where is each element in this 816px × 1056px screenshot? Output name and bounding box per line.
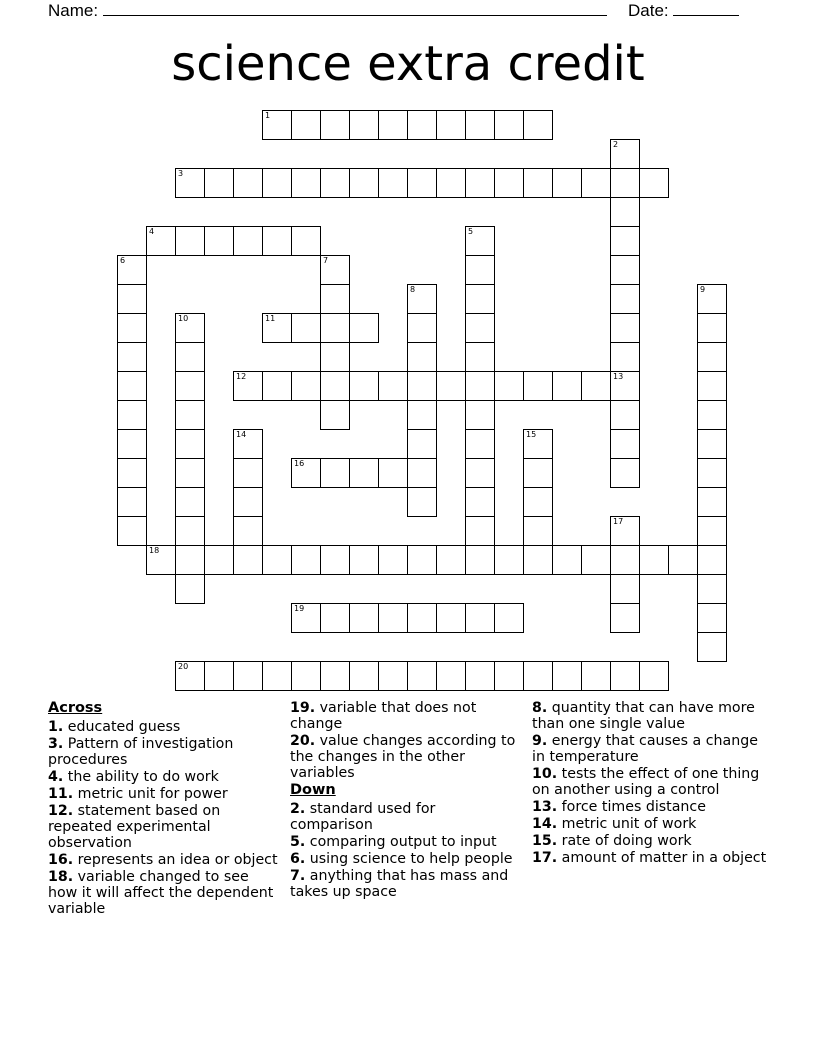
clue-number-label: 11. <box>48 786 74 802</box>
clue-text: metric unit of work <box>557 816 697 832</box>
down-clue <box>532 766 772 798</box>
date-field[interactable] <box>628 0 739 21</box>
grid-cell[interactable] <box>610 342 640 372</box>
grid-cell[interactable] <box>349 458 379 488</box>
grid-cell[interactable] <box>436 603 466 633</box>
grid-cell[interactable] <box>610 313 640 343</box>
grid-cell[interactable] <box>320 255 350 285</box>
clue-text: standard used for comparison <box>290 801 436 833</box>
grid-cell[interactable] <box>407 545 437 575</box>
clue-number-label: 8. <box>532 700 548 716</box>
grid-cell[interactable] <box>465 371 495 401</box>
clue-text: comparing output to input <box>305 834 497 850</box>
clue-text: represents an idea or object <box>73 852 278 868</box>
across-clue <box>48 786 280 802</box>
grid-cell[interactable] <box>233 429 263 459</box>
grid-cell[interactable] <box>233 458 263 488</box>
grid-cell[interactable] <box>262 168 292 198</box>
grid-cell[interactable] <box>494 603 524 633</box>
grid-cell[interactable] <box>465 255 495 285</box>
grid-cell[interactable] <box>407 284 437 314</box>
grid-cell[interactable] <box>262 110 292 140</box>
clue-number: 3 <box>178 169 184 178</box>
grid-cell[interactable] <box>291 313 321 343</box>
clue-text: metric unit for power <box>73 786 228 802</box>
grid-cell[interactable] <box>523 168 553 198</box>
grid-cell[interactable] <box>465 168 495 198</box>
clue-number: 12 <box>236 372 247 381</box>
grid-cell[interactable] <box>523 487 553 517</box>
across-clue <box>48 769 280 785</box>
grid-cell[interactable] <box>494 545 524 575</box>
grid-cell[interactable] <box>610 371 640 401</box>
grid-cell[interactable] <box>610 226 640 256</box>
grid-cell[interactable] <box>349 313 379 343</box>
grid-cell[interactable] <box>697 574 727 604</box>
clue-number: 20 <box>178 662 189 671</box>
grid-cell[interactable] <box>175 226 205 256</box>
down-clue <box>532 833 772 849</box>
grid-cell[interactable] <box>697 516 727 546</box>
grid-cell[interactable] <box>175 400 205 430</box>
clue-text: energy that causes a change in temperature <box>532 733 758 765</box>
clue-number: 11 <box>265 314 276 323</box>
down-clue <box>532 850 772 866</box>
grid-cell[interactable] <box>117 458 147 488</box>
grid-cell[interactable] <box>233 226 263 256</box>
grid-cell[interactable] <box>117 313 147 343</box>
clue-number: 5 <box>468 227 474 236</box>
grid-cell[interactable] <box>407 487 437 517</box>
grid-cell[interactable] <box>523 545 553 575</box>
grid-cell[interactable] <box>610 429 640 459</box>
grid-cell[interactable] <box>407 342 437 372</box>
grid-cell[interactable] <box>494 110 524 140</box>
grid-cell[interactable] <box>697 342 727 372</box>
grid-cell[interactable] <box>175 168 205 198</box>
grid-cell[interactable] <box>610 661 640 691</box>
grid-cell[interactable] <box>291 603 321 633</box>
grid-cell[interactable] <box>581 371 611 401</box>
clue-number: 16 <box>294 459 305 468</box>
clue-number-label: 18. <box>48 869 74 885</box>
name-label: Name: <box>48 1 99 20</box>
grid-cell[interactable] <box>610 545 640 575</box>
clue-number: 19 <box>294 604 305 613</box>
grid-cell[interactable] <box>610 603 640 633</box>
clue-number: 17 <box>613 517 624 526</box>
clue-number: 15 <box>526 430 537 439</box>
clue-text: the ability to do work <box>63 769 219 785</box>
grid-cell[interactable] <box>320 661 350 691</box>
clue-text: tests the effect of one thing on another using a control <box>532 766 760 798</box>
grid-cell[interactable] <box>465 458 495 488</box>
grid-cell[interactable] <box>639 168 669 198</box>
clue-text: value changes according to the changes in the other variables <box>290 733 516 781</box>
grid-cell[interactable] <box>523 429 553 459</box>
grid-cell[interactable] <box>465 603 495 633</box>
grid-cell[interactable] <box>697 458 727 488</box>
clue-number: 7 <box>323 256 329 265</box>
down-clue <box>532 700 772 732</box>
grid-cell[interactable] <box>610 574 640 604</box>
clue-number-label: 7. <box>290 868 306 884</box>
clue-number-label: 2. <box>290 801 306 817</box>
clue-number-label: 14. <box>532 816 558 832</box>
grid-cell[interactable] <box>436 168 466 198</box>
across-clue <box>290 700 522 732</box>
down-clue <box>532 733 772 765</box>
grid-cell[interactable] <box>523 458 553 488</box>
clue-number: 9 <box>700 285 706 294</box>
grid-cell[interactable] <box>523 371 553 401</box>
grid-cell[interactable] <box>175 458 205 488</box>
grid-cell[interactable] <box>552 168 582 198</box>
clue-number-label: 20. <box>290 733 316 749</box>
down-clue <box>532 816 772 832</box>
grid-cell[interactable] <box>175 342 205 372</box>
grid-cell[interactable] <box>610 284 640 314</box>
down-clue <box>532 799 772 815</box>
clue-number-label: 9. <box>532 733 548 749</box>
grid-cell[interactable] <box>175 545 205 575</box>
across-clue <box>48 719 280 735</box>
clue-number: 8 <box>410 285 416 294</box>
grid-cell[interactable] <box>552 371 582 401</box>
grid-cell[interactable] <box>175 574 205 604</box>
clue-number-label: 15. <box>532 833 558 849</box>
grid-cell[interactable] <box>204 168 234 198</box>
grid-cell[interactable] <box>610 168 640 198</box>
grid-cell[interactable] <box>117 487 147 517</box>
grid-cell[interactable] <box>436 110 466 140</box>
grid-cell[interactable] <box>697 545 727 575</box>
clue-number: 1 <box>265 111 271 120</box>
down-clues-col3 <box>532 700 772 867</box>
clue-number: 10 <box>178 314 189 323</box>
grid-cell[interactable] <box>697 603 727 633</box>
across-clues-col1 <box>48 700 280 918</box>
grid-cell[interactable] <box>494 661 524 691</box>
grid-cell[interactable] <box>320 168 350 198</box>
clue-text: statement based on repeated experimental observation <box>48 803 221 851</box>
page-title: science extra credit <box>171 36 645 92</box>
grid-cell[interactable] <box>581 545 611 575</box>
clue-text: rate of doing work <box>557 833 692 849</box>
grid-cell[interactable] <box>523 110 553 140</box>
grid-cell[interactable] <box>291 371 321 401</box>
grid-cell[interactable] <box>233 661 263 691</box>
grid-cell[interactable] <box>378 458 408 488</box>
grid-cell[interactable] <box>117 429 147 459</box>
grid-cell[interactable] <box>320 313 350 343</box>
grid-cell[interactable] <box>436 545 466 575</box>
grid-cell[interactable] <box>639 545 669 575</box>
grid-cell[interactable] <box>320 284 350 314</box>
grid-cell[interactable] <box>465 284 495 314</box>
across-clue <box>48 736 280 768</box>
grid-cell[interactable] <box>697 400 727 430</box>
grid-cell[interactable] <box>175 516 205 546</box>
clue-number-label: 1. <box>48 719 64 735</box>
clue-text: using science to help people <box>305 851 513 867</box>
grid-cell[interactable] <box>378 371 408 401</box>
grid-cell[interactable] <box>494 168 524 198</box>
grid-cell[interactable] <box>204 226 234 256</box>
grid-cell[interactable] <box>407 458 437 488</box>
grid-cell[interactable] <box>465 342 495 372</box>
grid-cell[interactable] <box>320 342 350 372</box>
across-clue <box>48 869 280 917</box>
grid-cell[interactable] <box>407 371 437 401</box>
clue-number: 18 <box>149 546 160 555</box>
clue-number: 6 <box>120 256 126 265</box>
date-label: Date: <box>628 1 669 20</box>
grid-cell[interactable] <box>697 371 727 401</box>
down-clue <box>290 834 522 850</box>
clue-number: 13 <box>613 372 624 381</box>
grid-cell[interactable] <box>291 110 321 140</box>
grid-cell[interactable] <box>291 226 321 256</box>
grid-cell[interactable] <box>320 400 350 430</box>
clue-number: 4 <box>149 227 155 236</box>
grid-cell[interactable] <box>697 632 727 662</box>
grid-cell[interactable] <box>117 371 147 401</box>
grid-cell[interactable] <box>581 661 611 691</box>
grid-cell[interactable] <box>146 545 176 575</box>
grid-cell[interactable] <box>204 661 234 691</box>
grid-cell[interactable] <box>697 313 727 343</box>
clue-number-label: 5. <box>290 834 306 850</box>
grid-cell[interactable] <box>465 400 495 430</box>
date-line[interactable] <box>673 0 739 16</box>
grid-cell[interactable] <box>262 226 292 256</box>
grid-cell[interactable] <box>552 545 582 575</box>
grid-cell[interactable] <box>262 371 292 401</box>
down-heading: Down <box>290 782 336 798</box>
grid-cell[interactable] <box>407 313 437 343</box>
across-heading: Across <box>48 700 103 716</box>
grid-cell[interactable] <box>320 545 350 575</box>
clue-text: variable changed to see how it will affect the dependent variable <box>48 869 274 917</box>
across-clue <box>48 803 280 851</box>
grid-cell[interactable] <box>378 545 408 575</box>
grid-cell[interactable] <box>349 168 379 198</box>
grid-cell[interactable] <box>262 313 292 343</box>
grid-cell[interactable] <box>407 661 437 691</box>
grid-cell[interactable] <box>291 458 321 488</box>
grid-cell[interactable] <box>465 516 495 546</box>
clue-text: anything that has mass and takes up space <box>290 868 509 900</box>
grid-cell[interactable] <box>204 545 234 575</box>
grid-cell[interactable] <box>581 168 611 198</box>
grid-cell[interactable] <box>175 487 205 517</box>
grid-cell[interactable] <box>117 284 147 314</box>
down-clue <box>290 801 522 833</box>
across-clue <box>290 733 522 781</box>
grid-cell[interactable] <box>320 110 350 140</box>
down-clue <box>290 868 522 900</box>
grid-cell[interactable] <box>378 603 408 633</box>
clue-number-label: 17. <box>532 850 558 866</box>
grid-cell[interactable] <box>349 661 379 691</box>
grid-cell[interactable] <box>407 603 437 633</box>
grid-cell[interactable] <box>175 661 205 691</box>
clue-number-label: 3. <box>48 736 64 752</box>
grid-cell[interactable] <box>668 545 698 575</box>
grid-cell[interactable] <box>349 371 379 401</box>
grid-cell[interactable] <box>233 487 263 517</box>
grid-cell[interactable] <box>436 371 466 401</box>
grid-cell[interactable] <box>378 661 408 691</box>
grid-cell[interactable] <box>349 545 379 575</box>
clue-number-label: 16. <box>48 852 74 868</box>
clue-number-label: 13. <box>532 799 558 815</box>
grid-cell[interactable] <box>523 516 553 546</box>
grid-cell[interactable] <box>610 255 640 285</box>
grid-cell[interactable] <box>262 545 292 575</box>
clue-text: Pattern of investigation procedures <box>48 736 234 768</box>
grid-cell[interactable] <box>349 110 379 140</box>
clue-number-label: 4. <box>48 769 64 785</box>
grid-cell[interactable] <box>320 371 350 401</box>
clue-text: amount of matter in a object <box>557 850 767 866</box>
clue-text: variable that does not change <box>290 700 477 732</box>
grid-cell[interactable] <box>320 603 350 633</box>
grid-cell[interactable] <box>610 139 640 169</box>
grid-cell[interactable] <box>117 516 147 546</box>
clue-number: 14 <box>236 430 247 439</box>
grid-cell[interactable] <box>407 168 437 198</box>
grid-cell[interactable] <box>697 284 727 314</box>
grid-cell[interactable] <box>465 487 495 517</box>
clues-col2 <box>290 700 522 901</box>
grid-cell[interactable] <box>320 458 350 488</box>
clue-number-label: 19. <box>290 700 316 716</box>
grid-cell[interactable] <box>175 429 205 459</box>
grid-cell[interactable] <box>233 168 263 198</box>
grid-cell[interactable] <box>291 168 321 198</box>
grid-cell[interactable] <box>552 661 582 691</box>
grid-cell[interactable] <box>378 110 408 140</box>
grid-cell[interactable] <box>494 371 524 401</box>
grid-cell[interactable] <box>639 661 669 691</box>
grid-cell[interactable] <box>233 545 263 575</box>
grid-cell[interactable] <box>465 661 495 691</box>
grid-cell[interactable] <box>436 661 466 691</box>
across-clue <box>48 852 280 868</box>
grid-cell[interactable] <box>175 371 205 401</box>
grid-cell[interactable] <box>407 429 437 459</box>
clue-text: educated guess <box>63 719 181 735</box>
clue-number-label: 10. <box>532 766 558 782</box>
grid-cell[interactable] <box>378 168 408 198</box>
grid-cell[interactable] <box>465 313 495 343</box>
clue-number-label: 12. <box>48 803 74 819</box>
grid-cell[interactable] <box>262 661 292 691</box>
name-line[interactable] <box>103 0 607 16</box>
grid-cell[interactable] <box>233 371 263 401</box>
grid-cell[interactable] <box>465 110 495 140</box>
grid-cell[interactable] <box>407 110 437 140</box>
grid-cell[interactable] <box>407 400 437 430</box>
clue-number: 2 <box>613 140 619 149</box>
clue-text: force times distance <box>557 799 706 815</box>
clue-text: quantity that can have more than one single value <box>532 700 755 732</box>
clue-number-label: 6. <box>290 851 306 867</box>
grid-cell[interactable] <box>146 226 176 256</box>
grid-cell[interactable] <box>465 429 495 459</box>
name-field[interactable] <box>48 0 607 21</box>
grid-cell[interactable] <box>117 342 147 372</box>
grid-cell[interactable] <box>117 400 147 430</box>
grid-cell[interactable] <box>233 516 263 546</box>
grid-cell[interactable] <box>465 545 495 575</box>
grid-cell[interactable] <box>291 661 321 691</box>
grid-cell[interactable] <box>349 603 379 633</box>
grid-cell[interactable] <box>610 400 640 430</box>
grid-cell[interactable] <box>523 661 553 691</box>
grid-cell[interactable] <box>697 487 727 517</box>
grid-cell[interactable] <box>697 429 727 459</box>
grid-cell[interactable] <box>117 255 147 285</box>
grid-cell[interactable] <box>610 516 640 546</box>
grid-cell[interactable] <box>465 226 495 256</box>
grid-cell[interactable] <box>610 197 640 227</box>
grid-cell[interactable] <box>175 313 205 343</box>
grid-cell[interactable] <box>610 458 640 488</box>
down-clue <box>290 851 522 867</box>
grid-cell[interactable] <box>291 545 321 575</box>
